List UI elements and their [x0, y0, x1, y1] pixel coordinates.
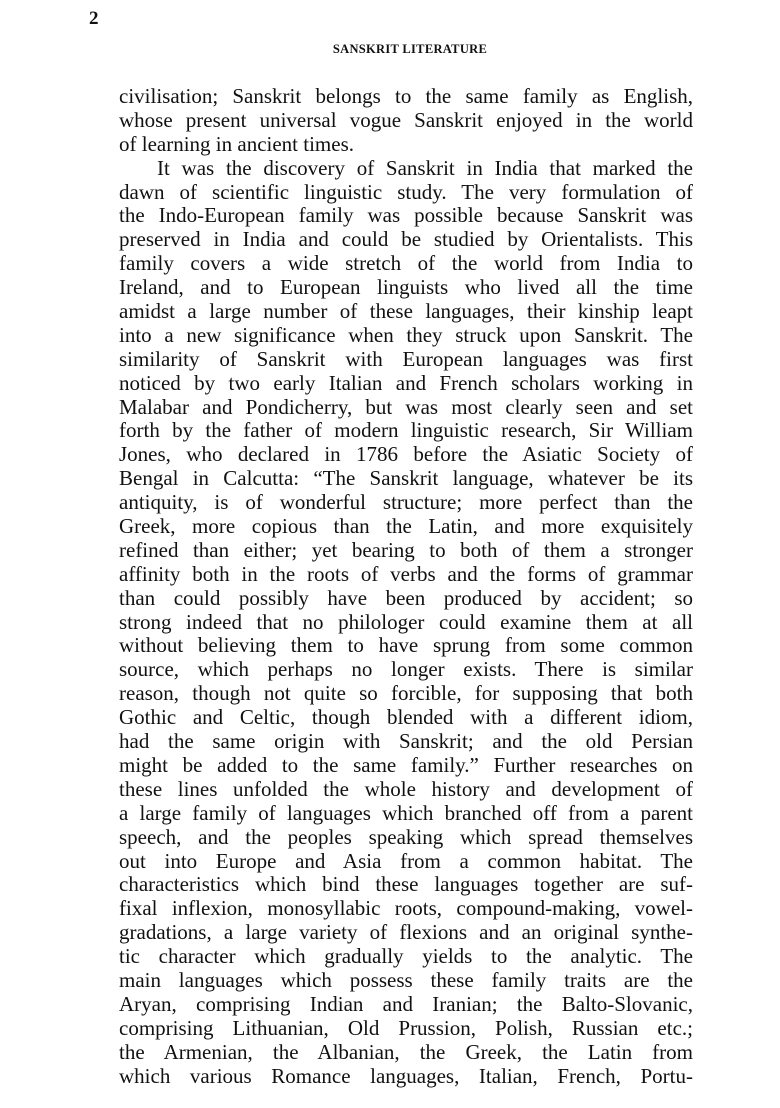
text-line: refined than either; yet bearing to both of them a stronger — [119, 537, 693, 562]
text-line: which various Romance languages, Italian, French, Portu- — [119, 1063, 693, 1088]
text-line: fixal inflexion, monosyllabic roots, compound-making, vowel- — [119, 896, 693, 921]
text-line: Jones, who declared in 1786 before the Asiatic Society of — [119, 442, 693, 467]
text-line: out into Europe and Asia from a common habitat. The — [119, 848, 693, 873]
text-line: family covers a wide stretch of the world from India to — [119, 251, 693, 276]
text-line: had the same origin with Sanskrit; and the old Persian — [119, 729, 693, 754]
text-line: of learning in ancient times. — [119, 131, 355, 156]
text-line: Aryan, comprising Indian and Iranian; the Balto-Slovanic, — [119, 991, 693, 1016]
text-line: amidst a large number of these languages, their kinship leapt — [119, 299, 693, 324]
text-line: affinity both in the roots of verbs and the forms of grammar — [119, 561, 693, 586]
text-line: might be added to the same family.” Further researches on — [119, 752, 693, 777]
text-line: similarity of Sanskrit with European languages was first — [119, 346, 693, 371]
text-line: preserved in India and could be studied by Orientalists. This — [119, 227, 693, 252]
text-line: strong indeed that no philologer could examine them at all — [119, 609, 693, 634]
text-line: It was the discovery of Sanskrit in India that marked the — [157, 155, 693, 180]
text-line: antiquity, is of wonderful structure; more perfect than the — [119, 490, 693, 515]
text-line: comprising Lithuanian, Old Prussion, Polish, Russian etc.; — [119, 1015, 693, 1040]
page-number: 2 — [89, 8, 99, 29]
text-line: Ireland, and to European linguists who lived all the time — [119, 275, 693, 300]
text-line: Gothic and Celtic, though blended with a different idiom, — [119, 705, 693, 730]
body-text — [119, 85, 693, 1088]
text-line: tic character which gradually yields to the analytic. The — [119, 944, 693, 969]
text-line: Bengal in Calcutta: “The Sanskrit language, whatever be its — [119, 466, 693, 491]
text-line: civilisation; Sanskrit belongs to the same family as English, — [119, 84, 693, 108]
text-line: gradations, a large variety of flexions and an original synthe- — [119, 920, 693, 945]
text-line: without believing them to have sprung from some common — [119, 633, 693, 658]
text-line: characteristics which bind these languages together are suf- — [119, 872, 693, 897]
text-line: Malabar and Pondicherry, but was most clearly seen and set — [119, 394, 693, 419]
text-line: a large family of languages which branched off from a parent — [119, 800, 693, 825]
text-line: main languages which possess these family traits are the — [119, 967, 693, 992]
text-line: noticed by two early Italian and French scholars working in — [119, 370, 693, 395]
running-head: SANSKRIT LITERATURE — [332, 42, 488, 56]
text-line: into a new significance when they struck upon Sanskrit. The — [119, 322, 693, 347]
text-line: reason, though not quite so forcible, for supposing that both — [119, 681, 693, 706]
text-line: these lines unfolded the whole history and development of — [119, 776, 693, 801]
text-line: Greek, more copious than the Latin, and more exquisitely — [119, 514, 693, 539]
paragraph-1 — [119, 85, 693, 157]
text-line: the Indo-European family was possible because Sanskrit was — [119, 203, 693, 228]
paragraph-2 — [119, 157, 693, 1089]
text-line: source, which perhaps no longer exists. There is similar — [119, 657, 693, 682]
text-line: the Armenian, the Albanian, the Greek, the Latin from — [119, 1039, 693, 1064]
text-line: whose present universal vogue Sanskrit enjoyed in the world — [119, 107, 693, 132]
text-line: than could possibly have been produced by accident; so — [119, 585, 693, 610]
text-line: forth by the father of modern linguistic research, Sir William — [119, 418, 693, 443]
text-line: dawn of scientific linguistic study. The very formulation of — [119, 179, 693, 204]
text-line: speech, and the peoples speaking which spread themselves — [119, 824, 693, 849]
